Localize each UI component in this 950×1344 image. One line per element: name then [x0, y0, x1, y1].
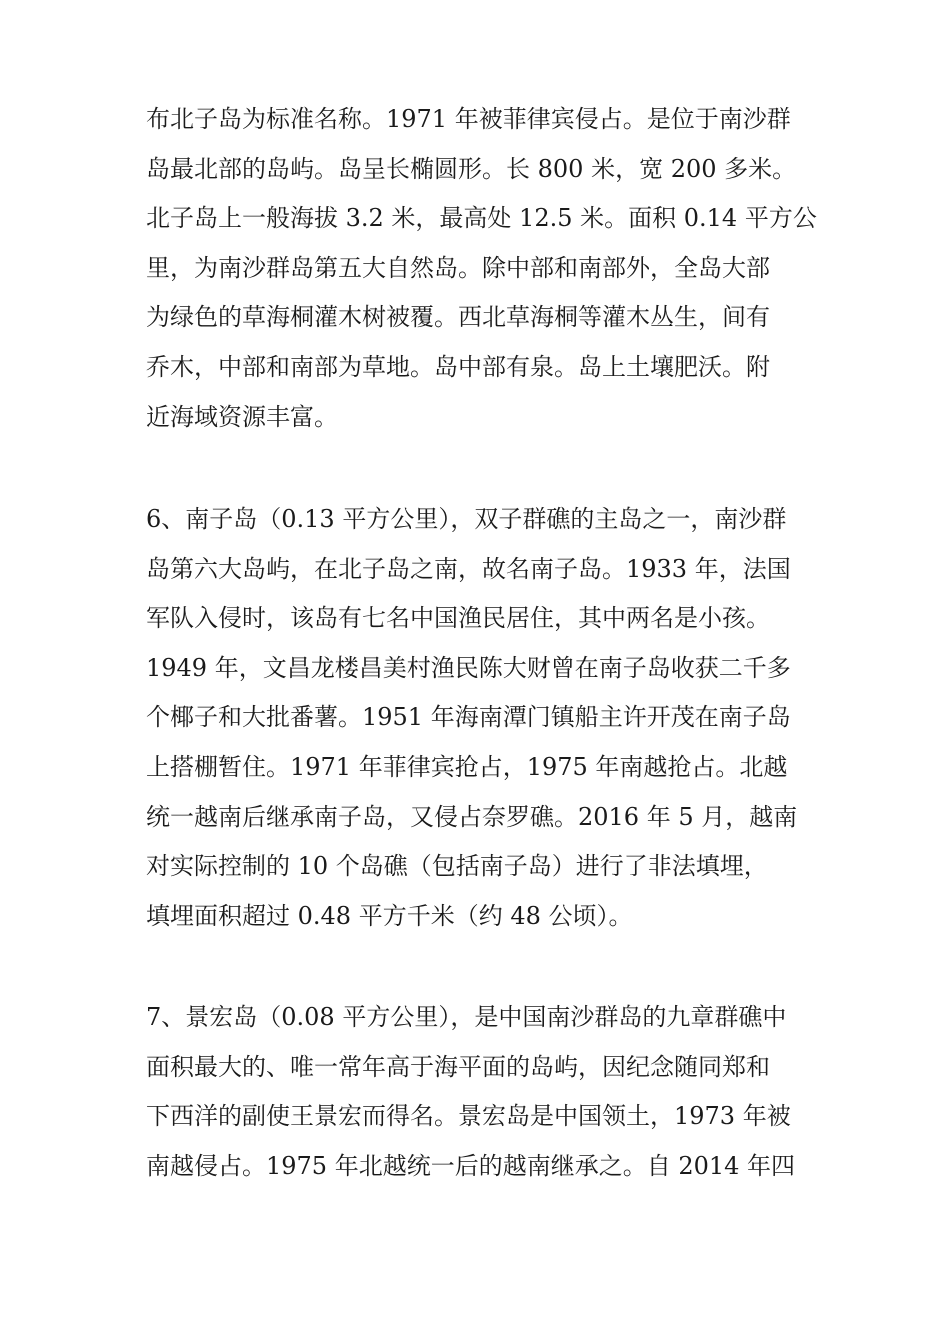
paragraph-beizi-island — [146, 95, 826, 442]
text-line: 7、景宏岛（0.08 平方公里），是中国南沙群岛的九章群礁中 — [146, 1003, 787, 1031]
text-line: 里，为南沙群岛第五大自然岛。除中部和南部外，全岛大部 — [146, 253, 770, 282]
text-line: 为绿色的草海桐灌木树被覆。西北草海桐等灌木丛生，间有 — [146, 303, 770, 332]
text-line: 填埋面积超过 0.48 平方千米（约 48 公顷）。 — [146, 901, 633, 930]
text-line: 面积最大的、唯一常年高于海平面的岛屿，因纪念随同郑和 — [146, 1052, 770, 1081]
text-line: 军队入侵时，该岛有七名中国渔民居住，其中两名是小孩。 — [146, 604, 770, 633]
text-line: 乔木，中部和南部为草地。岛中部有泉。岛上土壤肥沃。附 — [146, 352, 770, 381]
paragraph-jinghong-island — [146, 993, 826, 1191]
text-line: 统一越南后继承南子岛，又侵占奈罗礁。2016 年 5 月，越南 — [146, 802, 798, 831]
text-line: 下西洋的副使王景宏而得名。景宏岛是中国领土，1973 年被 — [146, 1102, 791, 1131]
text-line: 南越侵占。1975 年北越统一后的越南继承之。自 2014 年四 — [146, 1151, 796, 1180]
text-line: 近海域资源丰富。 — [146, 402, 338, 431]
text-line: 岛最北部的岛屿。岛呈长椭圆形。长 800 米，宽 200 多米。 — [146, 154, 797, 183]
text-line: 北子岛上一般海拔 3.2 米，最高处 12.5 米。面积 0.14 平方公 — [146, 204, 817, 233]
text-line: 6、南子岛（0.13 平方公里），双子群礁的主岛之一，南沙群 — [146, 505, 787, 533]
paragraph-nanzi-island — [146, 495, 826, 941]
text-line: 1949 年，文昌龙楼昌美村渔民陈大财曾在南子岛收获二千多 — [146, 653, 791, 682]
text-line: 岛第六大岛屿，在北子岛之南，故名南子岛。1933 年，法国 — [146, 554, 791, 583]
text-line: 个椰子和大批番薯。1951 年海南潭门镇船主许开茂在南子岛 — [146, 703, 791, 732]
text-line: 布北子岛为标准名称。1971 年被菲律宾侵占。是位于南沙群 — [146, 105, 791, 133]
text-line: 上搭棚暂住。1971 年菲律宾抢占，1975 年南越抢占。北越 — [146, 752, 788, 781]
text-line: 对实际控制的 10 个岛礁（包括南子岛）进行了非法填埋， — [146, 852, 768, 881]
